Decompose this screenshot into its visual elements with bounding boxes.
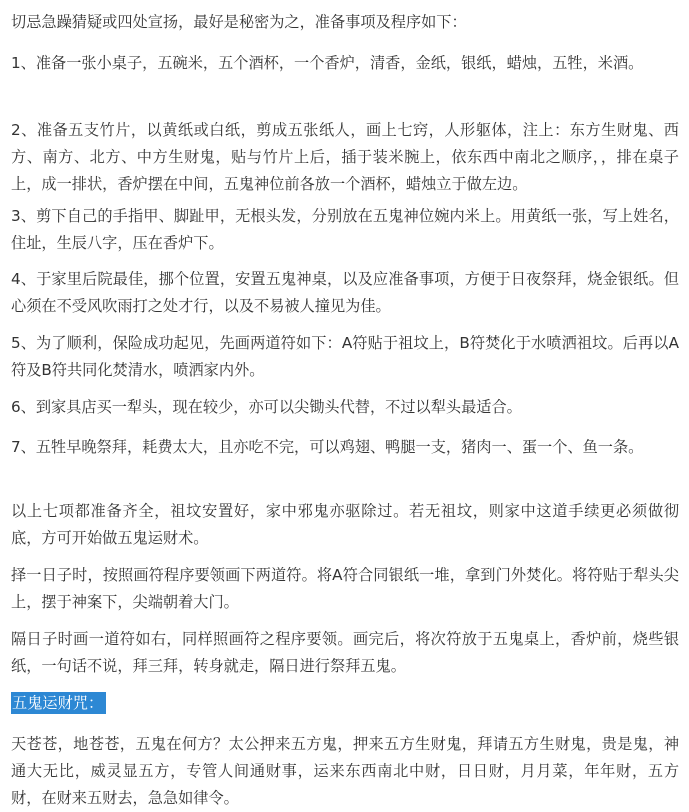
- step-4-paragraph: 4、于家里后院最佳，挪个位置，安置五鬼神桌，以及应准备事项，方便于日夜祭拜，烧金银纸。但心须在不受风吹雨打之处才行，以及不易被人撞见为佳。: [11, 270, 679, 315]
- first-ritual-paragraph: 择一日子时，按照画符程序要领画下两道符。将A符合同银纸一堆，拿到门外焚化。将符贴于犁头尖上，摆于神案下，尖端朝着大门。: [11, 566, 679, 611]
- highlight-heading-line: [11, 690, 679, 717]
- step-6-paragraph: 6、到家具店买一犁头，现在较少，亦可以尖锄头代替，不过以犁头最适合。: [11, 398, 522, 416]
- highlighted-heading: 五鬼运财咒：: [11, 692, 106, 714]
- step-5-paragraph: 5、为了顺利，保险成功起见，先画两道符如下：A符贴于祖坟上，B符焚化于水喷洒祖坟。后再以A符及B符共同化焚清水，喷洒家内外。: [11, 334, 679, 379]
- intro-paragraph: 切忌急躁猜疑或四处宣扬，最好是秘密为之，准备事项及程序如下：: [11, 13, 467, 31]
- second-ritual-paragraph: 隔日子时画一道符如右，同样照画符之程序要领。画完后，将次符放于五鬼桌上，香炉前，烧些银纸，一句话不说，拜三拜，转身就走，隔日进行祭拜五鬼。: [11, 630, 679, 675]
- step-7-paragraph: 7、五牲早晚祭拜，耗费太大，且亦吃不完，可以鸡翅、鸭腿一支，猪肉一、蛋一个、鱼一条。: [11, 438, 644, 456]
- step-1-paragraph: 1、准备一张小桌子，五碗米，五个酒杯，一个香炉，清香，金纸，银纸，蜡烛，五牲，米酒。: [11, 54, 644, 72]
- incantation-paragraph: 天苍苍，地苍苍，五鬼在何方？太公押来五方鬼，押来五方生财鬼，拜请五方生财鬼，贵是鬼，神通大无比，威灵显五方，专管人间通财事，运来东西南北中财，日日财，月月菜，年年财，五方财，在财来五财去，急急如律令。: [11, 735, 679, 807]
- step-3-paragraph: 3、剪下自己的手指甲、脚趾甲，无根头发，分别放在五鬼神位婉内米上。用黄纸一张，写上姓名，住址，生辰八字，压在香炉下。: [11, 207, 679, 252]
- step-2-paragraph: 2、准备五支竹片，以黄纸或白纸，剪成五张纸人，画上七窍，人形躯体，注上：东方生财鬼、西方、南方、北方、中方生财鬼，贴与竹片上后，插于装米腕上，依东西中南北之顺序，，排在桌子上，成一排状，香炉摆在中间，五鬼神位前各放一个酒杯，蜡烛立于做左边。: [11, 121, 679, 193]
- summary-paragraph: 以上七项都准备齐全，祖坟安置好，家中邪鬼亦驱除过。若无祖坟，则家中这道手续更必须做彻底，方可开始做五鬼运财术。: [11, 502, 679, 547]
